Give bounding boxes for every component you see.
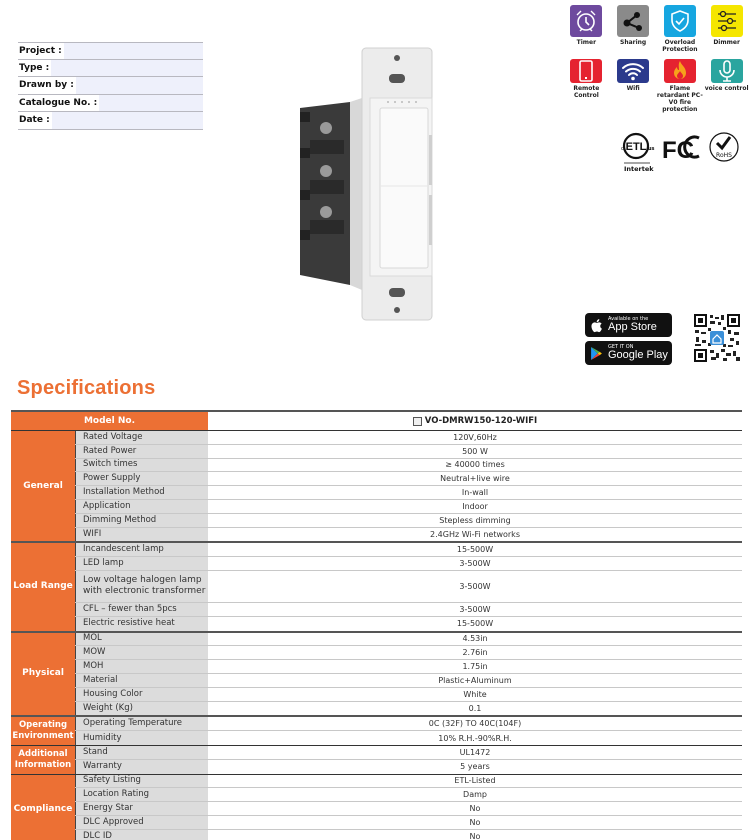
app-store-badge[interactable] <box>585 313 672 337</box>
spec-value: 0C (32F) TO 40C(104F) <box>428 719 522 729</box>
spec-key: Location Rating <box>75 788 208 801</box>
spec-value: Neutral+live wire <box>440 474 510 484</box>
shield-check-icon <box>664 5 696 37</box>
etl-c-mark: c <box>621 146 624 152</box>
app-store-big-text: App Store <box>608 321 657 333</box>
spec-key: Weight (Kg) <box>75 702 208 716</box>
spec-key: Electric resistive heat <box>75 617 208 631</box>
table-row <box>75 445 742 459</box>
google-play-icon <box>590 346 603 361</box>
etl-us-mark: us <box>648 146 655 152</box>
spec-key: DLC Approved <box>75 816 208 829</box>
table-row <box>75 802 742 816</box>
table-row <box>75 431 742 445</box>
table-row <box>75 571 742 603</box>
feature-label: voice control <box>704 85 749 92</box>
flame-icon <box>664 59 696 83</box>
project-info-block <box>18 42 203 130</box>
field-label: Type : <box>18 60 51 77</box>
feature-voice-control <box>703 59 750 92</box>
table-row <box>75 646 742 660</box>
spec-key: Safety Listing <box>75 775 208 788</box>
table-row <box>75 746 742 760</box>
drawn-by-field[interactable] <box>18 77 203 95</box>
table-row <box>75 603 742 617</box>
feature-label: Wifi <box>626 85 640 92</box>
feature-label: Sharing <box>620 39 647 46</box>
feature-label: Timer <box>576 39 597 46</box>
spec-key: LED lamp <box>75 557 208 570</box>
spec-key: Energy Star <box>75 802 208 815</box>
google-play-badge[interactable] <box>585 341 672 365</box>
qr-code[interactable] <box>693 313 741 363</box>
feature-wifi <box>610 59 657 92</box>
google-play-small-text: GET IT ON <box>608 344 634 350</box>
project-field[interactable] <box>18 42 203 60</box>
table-row <box>75 514 742 528</box>
table-row <box>75 760 742 774</box>
spec-key: Rated Power <box>75 445 208 458</box>
group-label: Additional Information <box>11 746 75 774</box>
wifi-icon <box>617 59 649 83</box>
rohs-label: RoHS <box>716 152 732 159</box>
spec-key: DLC ID <box>75 830 208 840</box>
spec-key: Humidity <box>75 731 208 745</box>
google-play-big-text: Google Play <box>608 349 668 361</box>
feature-label: Overload Protection <box>662 39 698 53</box>
feature-icons <box>563 5 750 113</box>
spec-key: Power Supply <box>75 472 208 485</box>
fcc-label: FC <box>662 137 694 164</box>
spec-key: MOH <box>75 660 208 673</box>
spec-value: 500 W <box>462 446 488 456</box>
model-number: VO-DMRW150-120-WIFI <box>424 416 538 426</box>
feature-flame-retardant <box>656 59 704 113</box>
table-row <box>75 617 742 631</box>
field-label: Date : <box>18 112 52 129</box>
spec-key: Installation Method <box>75 486 208 499</box>
spec-value: In-wall <box>461 488 489 498</box>
spec-value: 3-500W <box>459 604 491 614</box>
fcc-icon <box>662 137 699 164</box>
spec-value: No <box>469 832 481 840</box>
section-compliance <box>11 775 742 840</box>
spec-key: Warranty <box>75 760 208 774</box>
table-row <box>75 633 742 647</box>
spec-value: 4.53in <box>462 634 488 644</box>
table-row <box>75 459 742 473</box>
section-additional-information <box>11 746 742 775</box>
feature-label: Remote Control <box>573 85 600 99</box>
spec-value: Indoor <box>462 501 488 511</box>
spec-value: Plastic+Aluminum <box>438 675 512 685</box>
spec-value: No <box>469 817 481 827</box>
spec-key: Operating Temperature <box>75 717 208 730</box>
sharing-icon <box>617 5 649 37</box>
spec-value: 3-500W <box>459 581 491 591</box>
spec-key: MOW <box>75 646 208 659</box>
spec-key: Stand <box>75 746 208 759</box>
table-row <box>75 702 742 716</box>
rohs-icon <box>710 133 738 161</box>
section-physical <box>11 633 742 718</box>
spec-key: Dimming Method <box>75 514 208 527</box>
spec-value: ETL-Listed <box>454 776 496 786</box>
model-checkbox[interactable] <box>413 417 422 426</box>
table-row <box>75 674 742 688</box>
spec-key: CFL – fewer than 5pcs <box>75 603 208 616</box>
apple-icon <box>590 318 603 333</box>
model-no-value <box>208 412 742 430</box>
group-label: Load Range <box>11 543 75 630</box>
feature-label: Flame retardant PC-V0 fire protection <box>656 85 703 113</box>
table-row <box>75 830 742 840</box>
dimmer-switch-product-image <box>300 40 450 325</box>
spec-value: Damp <box>463 790 487 800</box>
field-label: Catalogue No. : <box>18 95 99 112</box>
section-load-range <box>11 543 742 632</box>
group-label: Physical <box>11 633 75 716</box>
table-row <box>75 528 742 542</box>
table-row <box>75 731 742 745</box>
spec-value: 2.4GHz Wi-Fi networks <box>430 529 520 539</box>
spec-key: Housing Color <box>75 688 208 701</box>
type-field[interactable] <box>18 60 203 78</box>
table-row <box>75 775 742 789</box>
specifications-table <box>11 410 742 840</box>
spec-key: Low voltage halogen lamp with electronic transformer <box>75 571 208 602</box>
spec-value: 0.1 <box>468 703 482 713</box>
intertek-label: Intertek <box>624 165 654 173</box>
timer-icon <box>570 5 602 37</box>
microphone-icon <box>711 59 743 83</box>
spec-key: WIFI <box>75 528 208 542</box>
group-label: Operating Environment <box>11 717 75 745</box>
table-row <box>75 557 742 571</box>
spec-value: 15-500W <box>456 545 494 555</box>
spec-value: 1.75in <box>462 662 488 672</box>
section-general <box>11 431 742 543</box>
spec-key: Material <box>75 674 208 687</box>
spec-value: No <box>469 804 481 814</box>
spec-value: ≥ 40000 times <box>445 460 505 470</box>
group-label: General <box>11 431 75 541</box>
field-label: Drawn by : <box>18 77 76 94</box>
table-row <box>75 788 742 802</box>
spec-value: Stepless dimming <box>439 515 511 525</box>
spec-key: Application <box>75 500 208 513</box>
group-label: Compliance <box>11 775 75 840</box>
spec-value: 3-500W <box>459 559 491 569</box>
feature-timer <box>563 5 610 53</box>
table-row <box>75 486 742 500</box>
spec-value: 15-500W <box>456 619 494 629</box>
certification-logos <box>620 128 745 174</box>
spec-value: UL1472 <box>459 747 491 757</box>
sliders-icon <box>711 5 743 37</box>
feature-label: Dimmer <box>713 39 740 46</box>
spec-value: 5 years <box>460 762 490 772</box>
section-operating-environment <box>11 717 742 746</box>
spec-value: White <box>463 689 487 699</box>
feature-sharing <box>610 5 657 53</box>
svg-text:ETL: ETL <box>625 141 647 153</box>
date-field[interactable] <box>18 112 203 130</box>
table-row <box>75 688 742 702</box>
specifications-title: Specifications <box>17 377 156 399</box>
etl-listed-icon <box>621 134 655 173</box>
model-no-label: Model No. <box>11 412 208 430</box>
table-header-row <box>11 410 742 431</box>
spec-value: 10% R.H.-90%R.H. <box>438 733 512 743</box>
field-label: Project : <box>18 43 64 59</box>
table-row <box>75 816 742 830</box>
tablet-icon <box>570 59 602 83</box>
feature-dimmer <box>703 5 750 53</box>
table-row <box>75 543 742 557</box>
catalogue-no-field[interactable] <box>18 95 203 113</box>
feature-overload-protection <box>657 5 704 53</box>
app-store-small-text: Available on the <box>608 316 649 322</box>
spec-key: Incandescent lamp <box>75 543 208 556</box>
table-row <box>75 660 742 674</box>
table-row <box>75 500 742 514</box>
spec-key: MOL <box>75 633 208 646</box>
feature-remote-control <box>563 59 610 99</box>
spec-value: 2.76in <box>462 648 488 658</box>
spec-key: Switch times <box>75 459 208 472</box>
spec-key: Rated Voltage <box>75 431 208 444</box>
spec-value: 120V,60Hz <box>453 432 497 442</box>
table-row <box>75 717 742 731</box>
table-row <box>75 472 742 486</box>
